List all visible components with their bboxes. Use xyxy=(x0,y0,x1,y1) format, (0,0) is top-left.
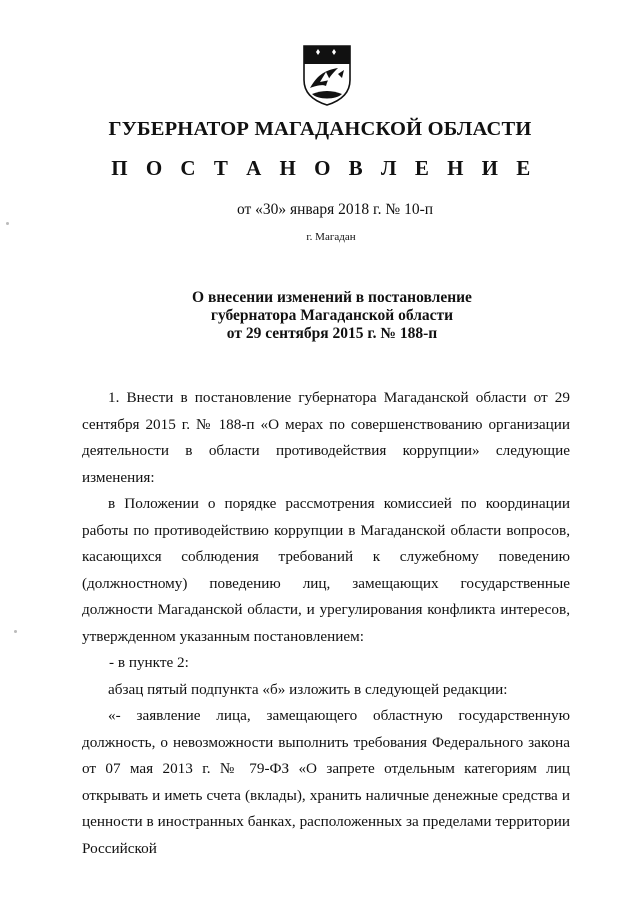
document-date-number: от «30» января 2018 г. № 10-п xyxy=(236,201,434,218)
subject-line-1: О внесении изменений в постановление xyxy=(192,289,472,306)
document-body xyxy=(82,385,570,862)
scan-speck xyxy=(14,630,17,633)
document-city: г. Магадан xyxy=(306,231,356,243)
paragraph-1: 1. Внести в постановление губернатора Магаданской области от 29 сентября 2015 г. № 188-п «О мерах по совершенствованию организации деятельности в области противодействия коррупции» следующие изменения: xyxy=(82,389,570,486)
scan-speck xyxy=(6,222,9,225)
document-type-title: П О С Т А Н О В Л Е Н И Е xyxy=(111,156,537,180)
paragraph-5: «- заявление лица, замещающего областную государственную должность, о невозможности выполнить требования Федерального закона от 07 мая 2013 г. № 79-ФЗ «О запрете отдельным категориям лиц открывать и иметь счета (вклады), хранить наличные денежные средства и ценности в иностранных банках, расположенных за пределами территории Российской xyxy=(82,707,570,857)
subject-line-2: губернатора Магаданской области xyxy=(210,307,454,324)
organization-title: ГУБЕРНАТОР МАГАДАНСКОЙ ОБЛАСТИ xyxy=(108,118,532,140)
subject-line-3: от 29 сентября 2015 г. № 188-п xyxy=(226,325,438,342)
coat-of-arms-icon xyxy=(302,44,352,106)
paragraph-3: - в пункте 2: xyxy=(109,654,189,671)
paragraph-4: абзац пятый подпункта «б» изложить в следующей редакции: xyxy=(108,680,508,698)
document-subject xyxy=(0,289,640,343)
paragraph-2: в Положении о порядке рассмотрения комиссией по координации работы по противодействию коррупции в Магаданской области вопросов, касающихся соблюдения требований к служебному поведению (должностному) поведению лиц, замещающих государственные должности Магаданской области, и урегулирования конфликта интересов, утвержденном указанным постановлением: xyxy=(82,495,570,645)
